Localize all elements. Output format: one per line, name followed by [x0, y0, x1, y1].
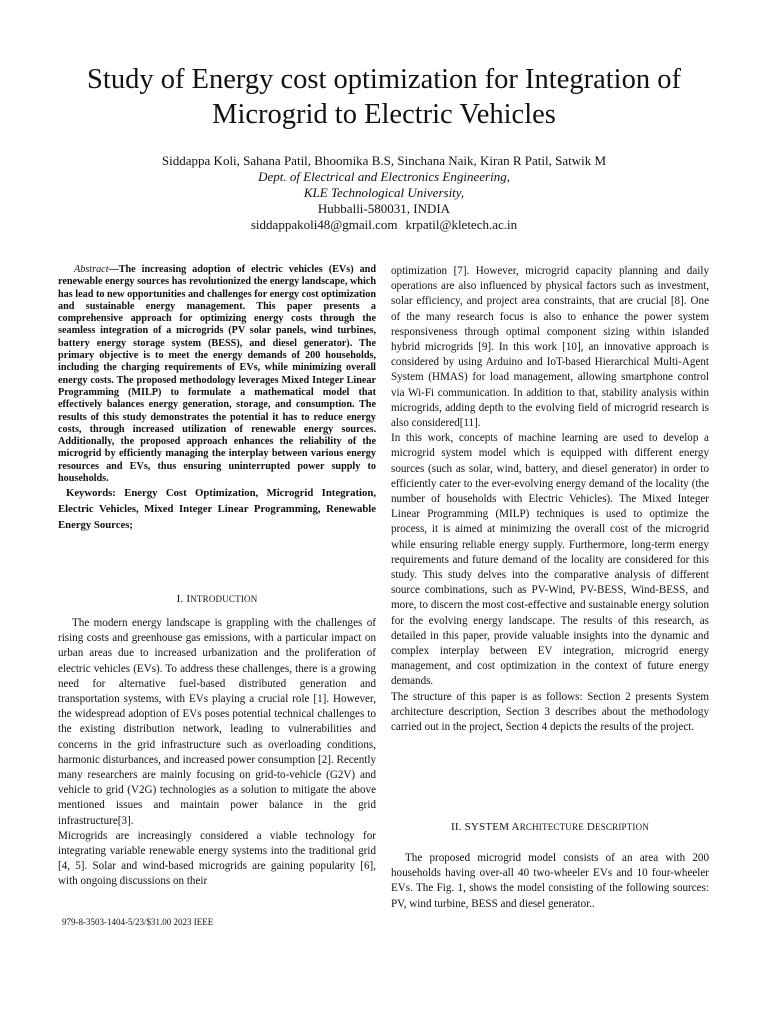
- intro-paragraph-2-continued: optimization [7]. However, microgrid capacity planning and daily operations are also influenced by physical factors such as investment, solar efficiency, and project area constraints, that are crucial [8]. One of the many research focus is also to enhance the power system responsiveness through optimal component sizing within islanded hybrid microgrids [9]. In this work [10], an innovative approach is considered by using Arduino and IoT-based Hierarchical Multi-Agent System (HMAS) for load management, allowing smartphone control via Wi-Fi communication. In addition to that, stability analysis within microgrids, adding depth to the evolving field of microgrid research is also considered[11].: [391, 265, 709, 430]
- right-column: [391, 264, 709, 910]
- section-title-d-rest: ESCRIPTION: [595, 822, 650, 832]
- author-emails: [40, 217, 728, 233]
- email-link-1[interactable]: siddappakoli48@gmail.com: [250, 217, 398, 232]
- abstract: [58, 264, 376, 485]
- author-list: Siddappa Koli, Sahana Patil, Bhoomika B.S, Sinchana Naik, Kiran R Patil, Satwik M: [161, 153, 607, 168]
- affiliation-address: Hubballi-580031, INDIA: [317, 201, 451, 216]
- section-title-rest: NTRODUCTION: [190, 594, 258, 604]
- affiliation-university: KLE Technological University,: [303, 185, 465, 200]
- section-title-a-cap: A: [511, 821, 520, 833]
- section-number: I.: [176, 593, 184, 605]
- keywords: Keywords: Energy Cost Optimization, Microgrid Integration, Electric Vehicles, Mixed Integer Linear Programming, Renewable Energy Sources;: [58, 487, 376, 532]
- intro-paragraph-1: The modern energy landscape is grappling with the challenges of rising costs and greenhouse gas emissions, with a particular impact on urban areas due to increased urbanization and the proliferation of electric vehicles (EVs). To address these challenges, there is a growing need for alternative fuel-based distributed generation and transportation systems, with EVs playing a crucial role [1]. However, the widespread adoption of EVs poses potential technical challenges to the existing distribution network, leading to vulnerabilities and concerns in the grid infrastructure such as overloading conditions, harmonic disturbances, and increased power consumption [2]. Recently many researchers are mainly focusing on grid-to-vehicle (G2V) and vehicle to grid (V2G) technologies as a solution to mitigate the above mentioned issues and maintain power balance in the grid infrastructure[3].: [58, 617, 376, 827]
- introduction-body: [58, 616, 376, 905]
- section-heading-system-architecture: [391, 821, 709, 833]
- copyright-footer: 979-8-3503-1404-5/23/$31.00 2023 IEEE: [62, 917, 214, 927]
- intro-paragraph-2: Microgrids are increasingly considered a viable technology for integrating variable renewable energy systems into the traditional grid [4, 5]. Solar and wind-based microgrids are gaining popularity [6], with ongoing discussions on their: [58, 829, 376, 888]
- section-title-a-rest: RCHITECTURE: [519, 822, 584, 832]
- paper-title: Study of Energy cost optimization for Integration of Microgrid to Electric Vehicles: [87, 64, 681, 130]
- intro-paragraph-3: In this work, concepts of machine learning are used to develop a microgrid system model which is equipped with different energy sources (such as solar, wind, battery, and diesel generator) in order to efficiently cater to the ever-evolving energy demand of the locality (the number of households with Electric Vehicles). The Mixed Integer Linear Programming (MILP) techniques is used to optimize the process, it is aimed at minimizing the overall cost of the microgrid while ensuring reliable energy supply. Furthermore, long-term energy requirements and future demand of the locality are considered for this study. This study delves into the comparative analysis of different source combinations, such as PV-Wind, PV-BESS, Wind-BESS, and more, to discern the most cost-effective and sustainable energy solution for the evolving energy landscape. The results of this research, as detailed in this paper, provide valuable insights into the dynamic and complex interplay between EV integration, microgrid energy management, and cost optimization in the context of future energy demands.: [391, 432, 709, 688]
- section-heading-introduction: [58, 593, 376, 605]
- section-title-cap: I: [186, 593, 191, 605]
- section-title-d-cap: D: [586, 821, 596, 833]
- section-title-word1: SYSTEM: [464, 821, 510, 833]
- left-column: [58, 264, 376, 888]
- author-block: [40, 153, 728, 233]
- abstract-text: —The increasing adoption of electric vehicles (EVs) and renewable energy sources has revolutionized the energy landscape, which has lead to new opportunities and challenges for energy cost optimization and sustainable energy management. This paper presents a comprehensive approach for optimizing energy costs through the seamless integration of a microgrids (PV solar panels, wind turbines, battery energy storage system (BESS), and diesel generator). The primary objective is to meet the energy demands of 200 households, including the charging requirements of EVs, while minimizing overall energy costs. The proposed methodology leverages Mixed Integer Linear Programming (MILP) to formulate a mathematical model that effectively balances energy generation, storage, and consumption. The results of this study demonstrates the potential it has to reduce energy costs, through increased utilization of renewable energy sources. Additionally, the proposed approach enhances the reliability of the microgrid by efficiently managing the interplay between various energy resources and EVs, thus ensuring uninterrupted power supply to households.: [58, 264, 376, 485]
- section-number: II.: [450, 821, 462, 833]
- email-link-2[interactable]: krpatil@kletech.ac.in: [405, 217, 518, 232]
- intro-paragraph-4: The structure of this paper is as follows: Section 2 presents System architecture description, Section 3 describes about the methodology carried out in the project, Section 4 depicts the results of the project.: [391, 690, 709, 734]
- system-paragraph-1: The proposed microgrid model consists of an area with 200 households having over-all 40 two-wheeler EVs and 10 four-wheeler EVs. The Fig. 1, shows the model consisting of the following sources: PV, wind turbine, BESS and diesel generator..: [391, 852, 709, 910]
- abstract-label: Abstract: [74, 264, 109, 275]
- affiliation-department: Dept. of Electrical and Electronics Engineering,: [258, 169, 510, 184]
